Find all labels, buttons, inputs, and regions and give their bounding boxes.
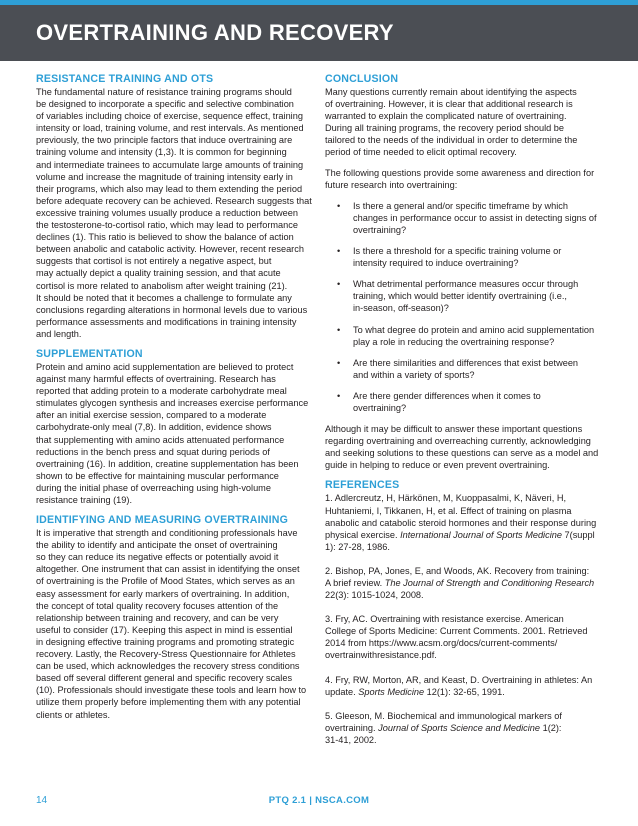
text-line: [325, 722, 602, 734]
text-run: update.: [325, 686, 359, 697]
left-column: [36, 73, 312, 721]
text-line: after an initial exercise session, compared to a moderate: [36, 410, 267, 421]
text-line: so they can reduce its negative effects or potentially avoid it: [36, 552, 279, 563]
text-line: during the initial phase of overreaching using high-volume: [36, 482, 271, 493]
text-line: intensity or load, training volume, and rest intervals. As mentioned: [36, 123, 304, 134]
text-line: based off several different general and specific recovery scales: [36, 673, 293, 684]
section-body: [36, 361, 312, 506]
text-line: overtraining?: [353, 402, 407, 413]
list-item: [325, 390, 602, 414]
text-line: warranted to explain the complicated nature of overtraining.: [325, 111, 567, 122]
bullet-mark: •: [337, 357, 341, 368]
reference-item: [325, 613, 602, 661]
text-line: volume and increase the magnitude of training intensity early in: [36, 171, 293, 182]
reference-item: [325, 492, 602, 552]
text-line: overtrainwithresistance.pdf.: [325, 650, 437, 661]
page-number: 14: [36, 795, 48, 806]
text-line: 31-41, 2002.: [325, 734, 377, 745]
text-line: It should be noted that it becomes a challenge to formulate any: [36, 292, 292, 303]
section-identifying-overtraining: [36, 514, 312, 721]
journal-title: The Journal of Strength and Conditioning Research: [384, 578, 595, 588]
text-line: and seeking solutions to these questions can serve as a model and: [325, 448, 599, 459]
text-line: Is there a threshold for a specific training volume or: [353, 246, 562, 257]
text-line: (10). Professionals should investigate these tools and learn how to: [36, 685, 307, 696]
text-line: regarding overtraining and overreaching currently, acknowledging: [325, 436, 591, 447]
text-line: future research into overtraining:: [325, 179, 458, 190]
text-line: and intermediate trainees to accumulate large amounts of training: [36, 159, 304, 170]
text-line: between anabolic and catabolic activity. However, recent research: [36, 244, 304, 255]
text-line: easy assessment for early markers of overtraining. In addition,: [36, 588, 290, 599]
text-line: may actually depict a quality training session, and that acute: [36, 268, 281, 279]
text-line: that supplementing with amino acids attenuated performance: [36, 434, 285, 445]
text-line: carbohydrate-only meal (7,8). In addition, evidence shows: [36, 422, 272, 433]
text-line: shown to be effective for maintaining muscular performance: [36, 470, 279, 481]
paragraph: [325, 86, 602, 159]
text-line: The following questions provide some awareness and direction for: [325, 167, 595, 178]
section-references: [325, 479, 602, 746]
text-line: training volume and intensity (1,3). It is common for beginning: [36, 147, 287, 158]
journal-title: Journal of Sports Science and Medicine: [378, 722, 541, 733]
text-line: play a role in reducing the overtraining response?: [353, 336, 555, 347]
reference-item: [325, 674, 602, 698]
text-line: and length.: [36, 328, 82, 339]
text-run: physical exercise.: [325, 529, 401, 540]
text-line: of overtraining is the Profile of Mood States, which serves as an: [36, 576, 295, 587]
text-line: guide in helping to reduce or even prevent overtraining.: [325, 460, 550, 471]
list-item: [325, 245, 602, 269]
text-line: 2014 from https://www.acsm.org/docs/current-comments/: [325, 638, 558, 649]
list-item: [325, 324, 602, 348]
text-run: 7(suppl: [561, 529, 595, 540]
bullet-mark: •: [337, 390, 341, 401]
text-line: period of time needed to elicit optimal recovery.: [325, 147, 517, 158]
text-line: against many harmful effects of overtraining. Research has: [36, 374, 276, 385]
text-run: 1(2):: [540, 722, 562, 733]
paragraph: [325, 167, 602, 191]
text-line: the ability to identify and anticipate the onset of overtraining: [36, 540, 278, 551]
reference-item: [325, 710, 602, 746]
text-line: altogether. One instrument that can assist in identifying the onset: [36, 564, 300, 575]
text-line: 4. Fry, RW, Morton, AR, and Keast, D. Overtraining in athletes: An: [325, 674, 593, 685]
text-line: Huhtaniemi, I, Tikkanen, H, et al. Effect of training on plasma: [325, 505, 572, 516]
section-resistance-training: [36, 73, 312, 340]
text-line: Many questions currently remain about identifying the aspects: [325, 87, 577, 97]
text-line: of overtraining. However, it is clear that additional research is: [325, 99, 573, 110]
text-line: suggests that cortisol is not entirely a negative aspect, but: [36, 256, 272, 267]
section-heading: SUPPLEMENTATION: [36, 347, 143, 360]
text-line: During all training programs, the recovery period should be: [325, 123, 565, 134]
text-line: 5. Gleeson, M. Biochemical and immunological markers of: [325, 710, 562, 721]
text-line: training, which would better identify overtraining (i.e.,: [353, 291, 567, 302]
text-line: 22(3): 1015-1024, 2008.: [325, 590, 424, 601]
text-line: 1. Adlercreutz, H, Härkönen, M, Kuoppasalmi, K, Näveri, H,: [325, 493, 567, 504]
text-line: their programs, which also may lead to them extending the period: [36, 183, 303, 194]
text-line: can be used, which acknowledges the recovery stress conditions: [36, 661, 300, 672]
question-list: [325, 200, 602, 414]
text-line: To what degree do protein and amino acid supplementation: [353, 324, 595, 335]
text-line: Although it may be difficult to answer these important questions: [325, 424, 583, 435]
text-line: the concept of total quality recovery focuses attention of the: [36, 600, 279, 611]
page-title: OVERTRAINING AND RECOVERY: [36, 20, 394, 45]
reference-item: [325, 565, 602, 601]
text-line: be designed to incorporate a specific and selective combination: [36, 99, 294, 110]
text-run: overtraining.: [325, 722, 379, 733]
list-item: [325, 357, 602, 381]
text-line: before adequate recovery can be achieved. Research suggests that: [36, 195, 312, 206]
text-line: reductions in the bench press and squat during periods of: [36, 446, 270, 457]
text-line: 1): 27-28, 1986.: [325, 541, 390, 552]
text-line: 2. Bishop, PA, Jones, E, and Woods, AK. Recovery from training:: [325, 565, 590, 576]
footer-publication: PTQ 2.1 | NSCA.COM: [268, 795, 370, 806]
text-line: the testosterone-to-cortisol ratio, which may lead to performance: [36, 220, 298, 231]
text-line: Are there gender differences when it comes to: [353, 390, 541, 401]
section-body: [36, 86, 312, 340]
text-line: changes in performance occur to assist in detecting signs of: [353, 212, 597, 223]
text-line: cortisol is more related to anabolism after weight training (21).: [36, 280, 288, 291]
text-line: reported that adding protein to a moderate carbohydrate meal: [36, 386, 287, 397]
text-line: relationship between training and recovery, and can be very: [36, 612, 279, 623]
list-item: [325, 278, 602, 314]
text-line: of variables including choice of exercise, sequence effect, training: [36, 111, 303, 122]
text-line: Is there a general and/or specific timeframe by which: [353, 200, 568, 211]
text-line: It is imperative that strength and conditioning professionals have: [36, 528, 298, 539]
paragraph: [325, 423, 602, 471]
section-supplementation: [36, 348, 312, 506]
text-run: 12(1): 32-65, 1991.: [424, 686, 505, 697]
text-line: [325, 529, 602, 541]
text-line: previously, the two principle factors that induce overtraining are: [36, 135, 293, 146]
section-heading: IDENTIFYING AND MEASURING OVERTRAINING: [36, 514, 289, 527]
text-line: useful to consider (17). Keeping this aspect in mind is essential: [36, 624, 293, 635]
text-line: anabolic and catabolic steroid hormones and their response during: [325, 517, 597, 528]
text-line: conclusions regarding alterations in hormonal levels due to various: [36, 304, 308, 315]
text-line: tailored to the needs of the individual in order to determine the: [325, 135, 578, 146]
text-run: A brief review.: [325, 578, 385, 588]
journal-title: Sports Medicine: [358, 686, 425, 697]
bullet-mark: •: [337, 324, 341, 335]
text-line: excessive training volumes usually produce a reduction between: [36, 207, 298, 218]
text-line: overtraining (16). In addition, creatine supplementation has been: [36, 458, 299, 469]
text-line: The fundamental nature of resistance training programs should: [36, 87, 292, 97]
text-line: intensity required to induce overtraining?: [353, 258, 519, 269]
text-line: and within a variety of sports?: [353, 369, 475, 380]
text-line: Protein and amino acid supplementation are believed to protect: [36, 361, 294, 372]
text-line: performance assessments and modifications in training intensity: [36, 316, 297, 327]
text-line: [325, 577, 602, 589]
text-line: declines (1). This ratio is believed to show the balance of action: [36, 232, 294, 243]
text-line: utilize them properly before implementing them with any potential: [36, 697, 301, 708]
journal-title: International Journal of Sports Medicine: [400, 529, 562, 540]
text-line: recovery. Lastly, the Recovery-Stress Questionnaire for Athletes: [36, 649, 296, 660]
section-heading: RESISTANCE TRAINING AND OTS: [36, 73, 214, 85]
text-line: clients or athletes.: [36, 709, 111, 720]
text-line: College of Sports Medicine: Current Comments. 2001. Retrieved: [325, 626, 588, 637]
section-conclusion: [325, 73, 602, 471]
text-line: stimulates glycogen synthesis and increases exercise performance: [36, 398, 309, 409]
bullet-mark: •: [337, 200, 341, 211]
section-heading: CONCLUSION: [325, 73, 399, 85]
text-line: [325, 686, 602, 698]
text-line: in designing effective training programs and promoting strategic: [36, 636, 295, 647]
text-line: resistance training (19).: [36, 495, 133, 505]
text-line: in-season, off-season)?: [353, 303, 449, 314]
text-line: 3. Fry, AC. Overtraining with resistance exercise. American: [325, 614, 564, 625]
text-line: Are there similarities and differences that exist between: [353, 357, 579, 368]
text-line: overtraining?: [353, 224, 407, 235]
section-body: [36, 527, 312, 721]
section-heading: REFERENCES: [325, 479, 400, 492]
bullet-mark: •: [337, 279, 341, 290]
list-item: [325, 200, 602, 236]
bullet-mark: •: [337, 246, 341, 257]
right-column: [325, 73, 602, 758]
text-line: What detrimental performance measures occur through: [353, 279, 579, 290]
